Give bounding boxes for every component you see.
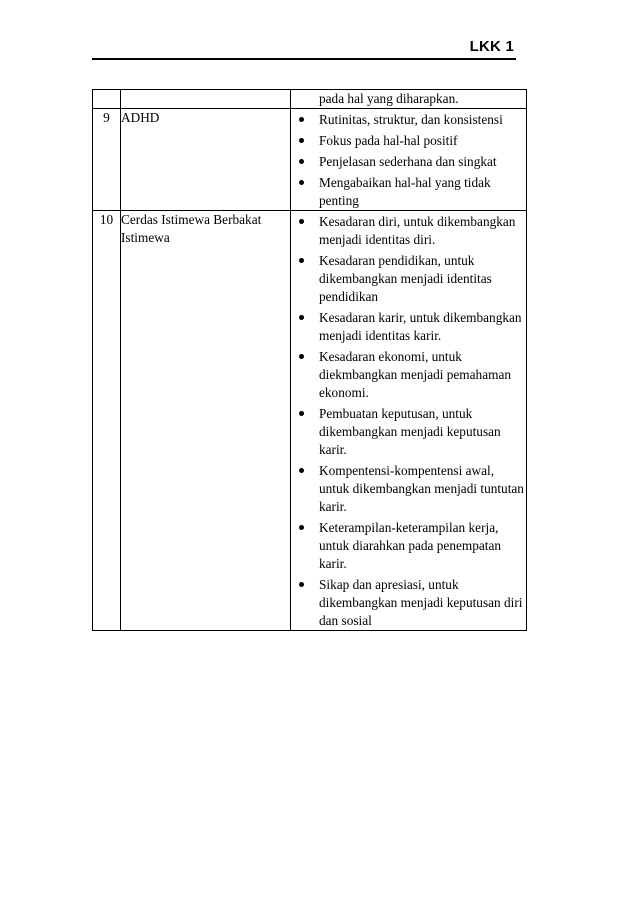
bullet-icon xyxy=(299,159,304,164)
cell-no-empty xyxy=(93,90,121,109)
bullet-icon xyxy=(299,258,304,263)
list-item-text: Kesadaran pendidikan, untuk dikembangkan menjadi identitas pendidikan xyxy=(319,253,492,304)
list-item-text: Pembuatan keputusan, untuk dikembangkan menjadi keputusan karir. xyxy=(319,406,501,457)
list-item-text: Mengabaikan hal-hal yang tidak penting xyxy=(319,175,491,208)
strategy-list xyxy=(291,213,526,630)
list-item-text: Penjelasan sederhana dan singkat xyxy=(319,154,497,169)
continuation-text: pada hal yang diharapkan. xyxy=(319,91,459,106)
list-item xyxy=(291,576,526,630)
strategy-table xyxy=(92,89,527,631)
list-item-text: Kesadaran karir, untuk dikembangkan menjadi identitas karir. xyxy=(319,310,522,343)
list-item xyxy=(291,405,526,459)
list-item xyxy=(291,132,526,150)
bullet-icon xyxy=(299,354,304,359)
list-item-text: Kesadaran diri, untuk dikembangkan menjadi identitas diri. xyxy=(319,214,516,247)
bullet-icon xyxy=(299,411,304,416)
list-item-text: Keterampilan-keterampilan kerja, untuk diarahkan pada penempatan karir. xyxy=(319,520,502,571)
row-category: Cerdas Istimewa Berbakat Istimewa xyxy=(121,211,291,631)
list-item xyxy=(291,309,526,345)
list-item xyxy=(291,174,526,210)
bullet-icon xyxy=(299,582,304,587)
row-strategies xyxy=(291,109,527,211)
list-item xyxy=(291,252,526,306)
strategy-list xyxy=(291,111,526,210)
bullet-icon xyxy=(299,525,304,530)
cell-name-empty xyxy=(121,90,291,109)
row-number: 9 xyxy=(93,109,121,211)
bullet-icon xyxy=(299,219,304,224)
list-item-text: Sikap dan apresiasi, untuk dikembangkan menjadi keputusan diri dan sosial xyxy=(319,577,523,628)
list-item xyxy=(291,111,526,129)
list-item-text: Kompentensi-kompentensi awal, untuk dikembangkan menjadi tuntutan karir. xyxy=(319,463,524,514)
table-row-continuation xyxy=(93,90,527,109)
cell-continuation xyxy=(291,90,527,109)
table-row xyxy=(93,109,527,211)
bullet-icon xyxy=(299,180,304,185)
list-item xyxy=(291,519,526,573)
row-strategies xyxy=(291,211,527,631)
row-category: ADHD xyxy=(121,109,291,211)
list-item-text: Rutinitas, struktur, dan konsistensi xyxy=(319,112,503,127)
bullet-icon xyxy=(299,315,304,320)
header-label: LKK 1 xyxy=(469,38,514,55)
bullet-icon xyxy=(299,138,304,143)
row-number: 10 xyxy=(93,211,121,631)
list-item xyxy=(291,348,526,402)
bullet-icon xyxy=(299,117,304,122)
bullet-icon xyxy=(299,468,304,473)
list-item-text: Kesadaran ekonomi, untuk diekmbangkan menjadi pemahaman ekonomi. xyxy=(319,349,511,400)
list-item xyxy=(291,213,526,249)
table-row xyxy=(93,211,527,631)
list-item xyxy=(291,153,526,171)
list-item-text: Fokus pada hal-hal positif xyxy=(319,133,458,148)
page-header xyxy=(92,32,516,60)
list-item xyxy=(291,462,526,516)
